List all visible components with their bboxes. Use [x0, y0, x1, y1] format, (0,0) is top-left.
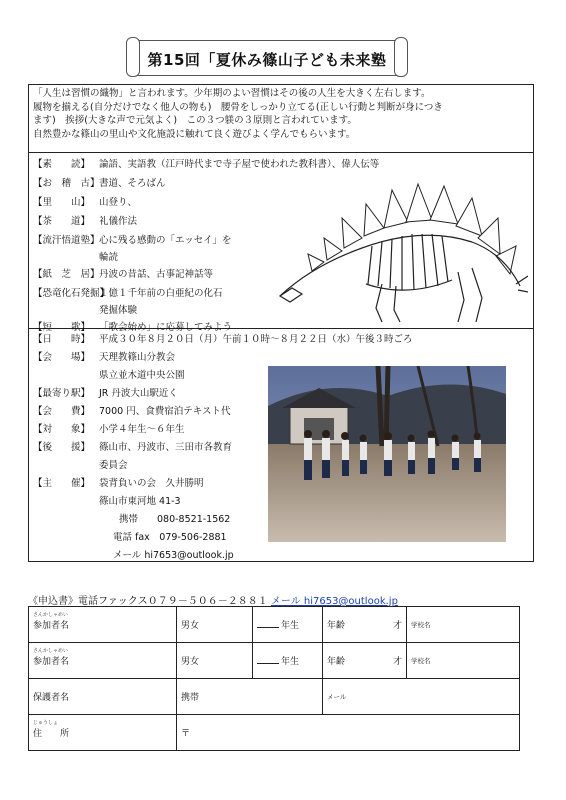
activity-label: 【お 稽 古】: [33, 178, 100, 189]
activity-value-cont: 発掘体験: [99, 305, 138, 316]
application-mail-link[interactable]: メール hi7653@outlook.jp: [270, 596, 398, 607]
age-cell[interactable]: [323, 607, 407, 643]
venue-value: 天理教篠山分教会: [99, 352, 176, 363]
venue-value-cont: 県立並木道中央公園: [99, 370, 185, 381]
activity-row: [33, 155, 529, 174]
school-label: 学校名: [411, 620, 431, 629]
intro-line: 自然豊かな篠山の里山や文化施設に触れて良く遊びよく学んでもらいます。: [33, 128, 356, 140]
school-cell[interactable]: [407, 607, 520, 643]
participant-ruby: さんかしゃめい: [33, 612, 69, 618]
detail-row: [33, 349, 529, 367]
detail-label: 【会 費】: [33, 406, 91, 417]
activity-label: 【里 山】: [33, 197, 91, 208]
grade-label: 年生: [281, 657, 300, 667]
participant-row: [29, 643, 520, 679]
application-form: [28, 606, 520, 751]
host-mobile: 携帯 080-8521-1562: [119, 514, 231, 525]
activity-label: 【恐竜化石発掘】: [33, 288, 110, 299]
activity-label: 【素 読】: [33, 159, 91, 170]
age-unit: 才: [392, 621, 402, 631]
age-label: 年齢: [327, 621, 346, 631]
stegosaurus-skeleton-illustration: [272, 176, 528, 326]
activity-value: １億１千年前の白亜紀の化石: [99, 288, 223, 299]
activity-value: 礼儀作法: [99, 216, 138, 227]
address-ruby: じゅうしょ: [33, 720, 59, 726]
detail-row: [33, 331, 529, 349]
target-value: 小学４年生～６年生: [99, 424, 185, 435]
intro-line: 「人生は習慣の織物」と言われます。少年期のよい習慣はその後の人生を大きく左右します。: [33, 88, 431, 99]
participant-row: [29, 607, 520, 643]
activity-value: 「歌会始め」に応募してみよう: [99, 322, 233, 333]
mail-label: メール: [327, 692, 347, 701]
school-label: 学校名: [411, 656, 431, 665]
activity-value: 心に残る感動の「エッセイ」を: [99, 235, 232, 246]
age-unit: 才: [392, 657, 402, 667]
date-value: 平成３０年８月２０日（月）午前１０時～８月２２日（水）午後３時ごろ: [99, 334, 413, 345]
age-cell[interactable]: [323, 643, 407, 679]
intro-line: 履物を揃える(自分だけでなく他人の物も) 腰骨をしっかり立てる(正しい行動と判断が身につき: [33, 101, 443, 113]
address-label: 住 所: [33, 729, 70, 739]
fee-value: 7000 円、食費宿泊テキスト代: [99, 406, 231, 417]
participant-label: 参加者名: [33, 621, 70, 631]
activity-value: 山登り、: [99, 197, 138, 208]
host-value: 袋背負いの会 久井勝明: [99, 478, 204, 489]
children-in-park-photo: [268, 366, 506, 542]
host-mail: メール hi7653@outlook.jp: [113, 550, 234, 561]
grade-cell[interactable]: [253, 643, 323, 679]
participant-label-cell: [29, 643, 177, 679]
activity-value: 丹波の昔話、古事記神話等: [99, 269, 214, 280]
detail-label: 【後 援】: [33, 442, 91, 453]
gender-cell[interactable]: [177, 607, 253, 643]
station-value: JR 丹波大山駅近く: [99, 388, 178, 399]
application-phone: 《申込書》電話ファックス０７９－５０６－２８８１: [28, 596, 268, 607]
mail-cell[interactable]: [323, 679, 520, 715]
mobile-cell[interactable]: [177, 679, 323, 715]
detail-label: 【会 場】: [33, 352, 91, 363]
detail-label: 【最寄り駅】: [33, 388, 91, 399]
activity-value-cont: 輪読: [99, 252, 119, 263]
activity-label: 【茶 道】: [33, 216, 91, 227]
detail-label: 【対 象】: [33, 424, 91, 435]
grade-cell[interactable]: [253, 607, 323, 643]
school-cell[interactable]: [407, 643, 520, 679]
participant-label-cell: [29, 607, 177, 643]
participant-label: 参加者名: [33, 657, 70, 667]
gender-cell[interactable]: [177, 643, 253, 679]
application-header: [28, 592, 548, 607]
guardian-label-cell: [29, 679, 177, 715]
host-fax: 電話 fax 079-506-2881: [113, 532, 227, 543]
activity-label: 【流汗悟道塾】: [33, 235, 100, 246]
address-label-cell: [29, 715, 177, 751]
title-banner: [133, 40, 401, 76]
host-address: 篠山市東河地 41-3: [99, 496, 181, 507]
gender-label: 男女: [181, 621, 200, 631]
participant-ruby: さんかしゃめい: [33, 648, 69, 654]
gender-label: 男女: [181, 657, 200, 667]
guardian-label: 保護者名: [33, 693, 70, 703]
activity-label: 【短 歌】: [33, 322, 91, 333]
activity-value: 書道、そろばん: [99, 178, 166, 189]
activity-value: 論語、実語教（江戸時代まで寺子屋で使われた教科書）、偉人伝等: [99, 159, 380, 170]
mobile-label: 携帯: [181, 693, 200, 703]
guardian-row: [29, 679, 520, 715]
address-input-cell[interactable]: [177, 715, 520, 751]
support-value-cont: 委員会: [99, 460, 128, 471]
intro-line: ます) 挨拶(大きな声で元気よく) この３つ躾の３原則と言われています。: [33, 115, 357, 126]
intro-box: [28, 84, 534, 152]
support-value: 篠山市、丹波市、三田市各教育: [99, 442, 233, 453]
age-label: 年齢: [327, 657, 346, 667]
detail-label: 【日 時】: [33, 334, 91, 345]
detail-label: 【主 催】: [33, 478, 91, 489]
activity-label: 【紙 芝 居】: [33, 269, 100, 280]
grade-label: 年生: [281, 621, 300, 631]
address-row: [29, 715, 520, 751]
page-title: 第15回「夏休み篠山子ども未来塾: [147, 51, 387, 69]
postal-mark: 〒: [181, 729, 191, 739]
